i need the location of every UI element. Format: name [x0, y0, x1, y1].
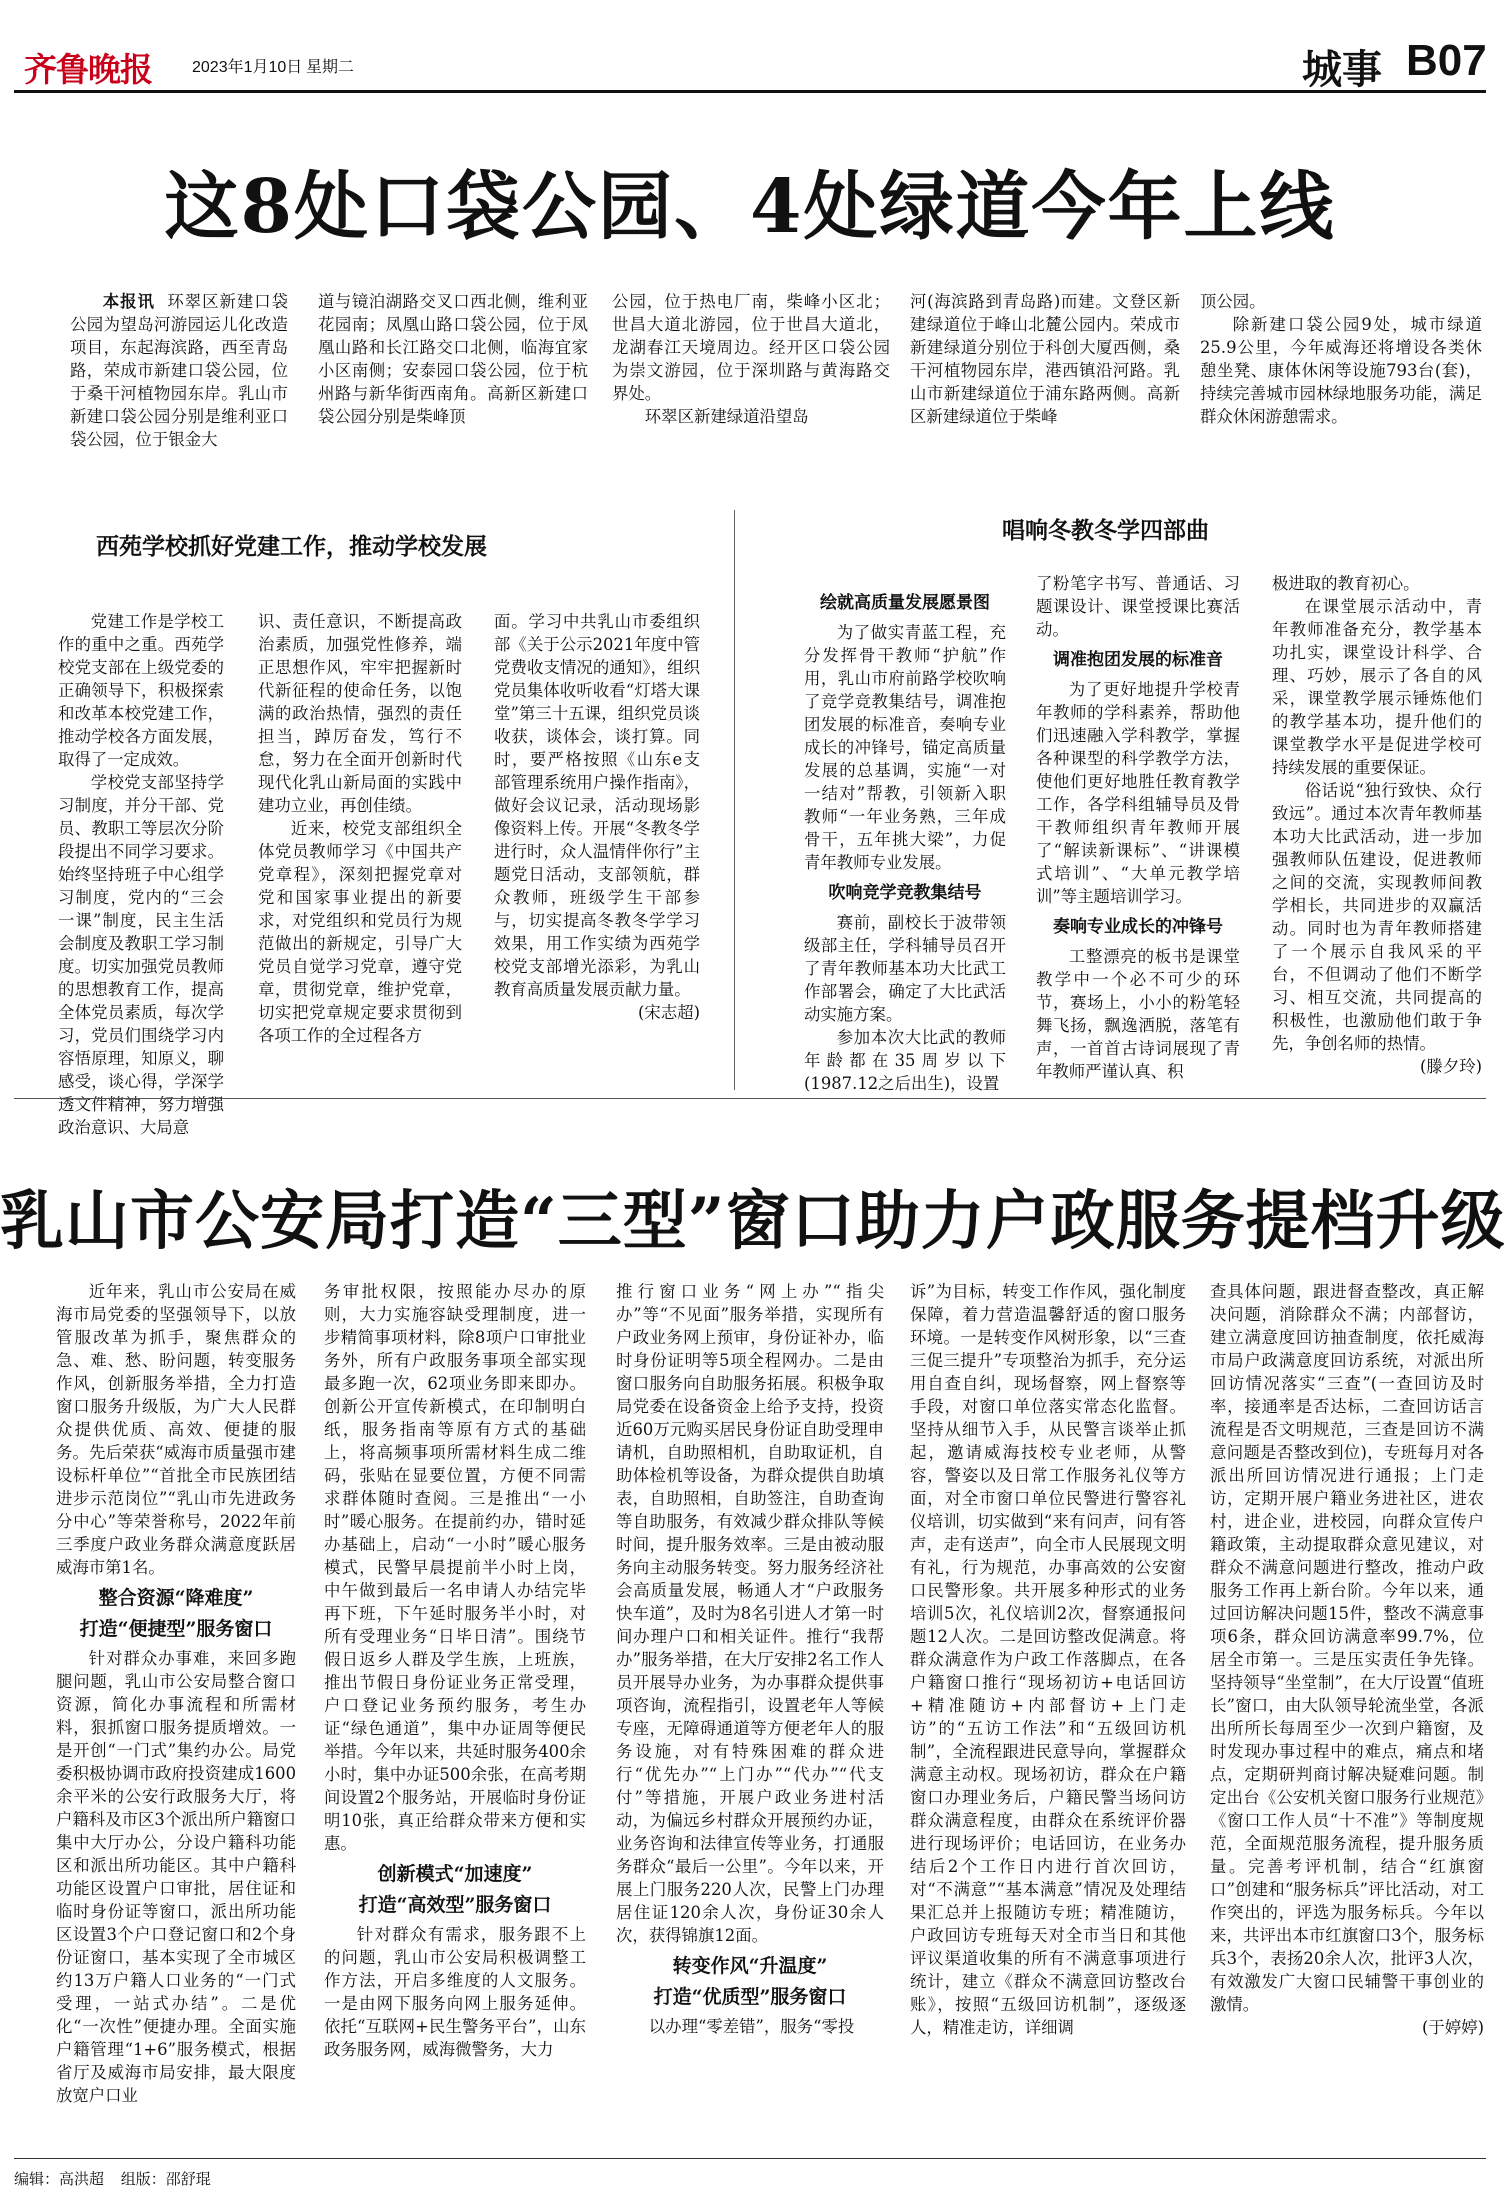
- story3-column-2: 了粉笔字书写、普通话、习题课设计、课堂授课比赛活动。 调准抱团发展的标准音 为了更好地提升学校青年教师的学科素养，帮助他们迅速融入学科教学，掌握各种课型的科学教学方法，使他们更好地胜任教育教学工作，各学科组辅导员及骨干教师组织青年教师开展了“解读新课标”、“讲课模式培训”、“大单元教学培训”等主题培训学习。 奏响专业成长的冲锋号 工整漂亮的板书是课堂教学中一个必不可少的环节，赛场上，小小的粉笔轻舞飞扬，飘逸洒脱，落笔有声，一首首古诗词展现了青年教师严谨认真、积: [1036, 574, 1240, 1081]
- header-rule: [14, 90, 1486, 93]
- story1-column-5: 顶公园。 除新建口袋公园9处，城市绿道25.9公里，今年威海还将增设各类休憩坐凳、康体休闲等设施793台(套)，持续完善城市园林绿地服务功能，满足群众休闲游憩需求。: [1200, 292, 1482, 426]
- story1-column-3: 公园，位于热电厂南，柴峰小区北；世昌大道北游园，位于世昌大道北，龙湖春江天境周边。经开区口袋公园为崇文游园，位于深圳路与黄海路交界处。 环翠区新建绿道沿望岛: [612, 292, 890, 426]
- story4-headline: 乳山市公安局打造“三型”窗口助力户政服务提档升级: [0, 1184, 1506, 1259]
- story1-lead: 本报讯: [102, 292, 155, 311]
- column-divider: [734, 510, 735, 1090]
- story3-subhead-3: 调准抱团发展的标准音: [1053, 650, 1223, 670]
- story3-byline: (滕夕玲): [1420, 1057, 1482, 1076]
- story3-subhead-4: 奏响专业成长的冲锋号: [1053, 917, 1223, 937]
- story2-column-3: 面。学习中共乳山市委组织部《关于公示2021年度中管党费收支情况的通知》，组织党员集体收听收看“灯塔大课堂”第三十五课，组织党员谈收获，谈体会，谈打算。同时，要严格按照《山东e支部管理系统用户操作指南》，做好会议记录，活动现场影像资料上传。开展“冬教冬学进行时，众人温情伴你行”主题党日活动，支部领航，群众教师，班级学生干部参与，切实提高冬教冬学学习效果，用工作实绩为西苑学校党支部增光添彩，为乳山教育高质量发展贡献力量。 (宋志超): [494, 612, 700, 1022]
- story1-column-2: 道与镜泊湖路交叉口西北侧，维利亚花园南；凤凰山路口袋公园，位于凤凰山路和长江路交口北侧，临海宜家小区南侧；安泰园口袋公园，位于杭州路与新华街西南角。高新区新建口袋公园分别是柴峰顶: [318, 292, 588, 426]
- story2-column-2: 识、责任意识，不断提高政治素质，加强党性修养，端正思想作风，牢牢把握新时代新征程的使命任务，以饱满的政治热情，强烈的责任担当，踔厉奋发，笃行不怠，努力在全面开创新时代现代化乳山新局面的实践中建功立业，再创佳绩。 近来，校党支部组织全体党员教师学习《中国共产党章程》，深刻把握党章对党和国家事业提出的新要求，对党组织和党员行为规范做出的新规定，引导广大党员自觉学习党章，遵守党章，贯彻党章，维护党章，切实把党章规定要求贯彻到各项工作的全过程各方: [258, 612, 462, 1045]
- story2-byline: (宋志超): [638, 1003, 700, 1022]
- story4-column-1: 近年来，乳山市公安局在威海市局党委的坚强领导下，以放管服改革为抓手，聚焦群众的急、难、愁、盼问题，转变服务作风，创新服务举措，全力打造窗口服务升级版，为广大人民群众提供优质、高效、便捷的服务。先后荣获“威海市质量强市建设标杆单位”“首批全市民族团结进步示范岗位”“乳山市先进政务分中心”等荣誉称号，2022年前三季度户政业务群众满意度跃居威海市第1名。 整合资源“降难度” 打造“便捷型”服务窗口 针对群众办事难，来回多跑腿问题，乳山市公安局整合窗口资源，简化办事流程和所需材料，狠抓窗口服务提质增效。一是开创“一门式”集约办公。局党委积极协调市政府投资建成1600余平米的公安行政服务大厅，将户籍科及市区3个派出所户籍窗口集中大厅办公，分设户籍科功能区和派出所功能区。其中户籍科功能区设置户口审批，居住证和临时身份证等窗口，派出所功能区设置3个户口登记窗口和2个身份证窗口，基本实现了全市城区约13万户籍人口业务的“一门式受理，一站式办结”。二是优化“一次性”便捷办理。全面实施户籍管理“1+6”服务模式，根据省厅及威海市局安排，最大限度放宽户口业: [56, 1282, 296, 2105]
- story4-column-5: 查具体问题，跟进督查整改，真正解决问题，消除群众不满；内部督访，建立满意度回访抽查制度，依托威海市局户政满意度回访系统，对派出所回访情况落实“三查”(一查回访及时率，接通率是否达标，二查回访话言流程是否文明规范，三查是回访不满意问题是否整改到位)，专班每月对各派出所回访情况进行通报；上门走访，定期开展户籍业务进社区，进农村，进企业，进校园，向群众宣传户籍政策，主动提取群众意见建议，对群众不满意问题进行整改，推动户政服务工作再上新台阶。今年以来，通过回访解决问题15件，整改不满意事项6条，群众回访满意率99.7%，位居全市第一。三是压实责任争先锋。坚持领导“坐堂制”，在大厅设置“值班长”窗口，由大队领导轮流坐堂，各派出所所长每周至少一次到户籍窗，及时发现办事过程中的难点，痛点和堵点，定期研判商讨解决疑难问题。制定出台《公安机关窗口服务行业规范》《窗口工作人员“十不准”》等制度规范，全面规范服务流程，提升服务质量。完善考评机制，结合“红旗窗口”创建和“服务标兵”评比活动，对工作突出的，评选为服务标兵。今年以来，共评出本市红旗窗口3个，服务标兵3个，表扬20余人次，批评3人次，有效激发广大窗口民辅警干事创业的激情。 (于婷婷): [1210, 1282, 1484, 2037]
- section-name: 城事: [1302, 46, 1382, 93]
- story3-column-3: 极进取的教育初心。 在课堂展示活动中，青年教师准备充分，教学基本功扎实，课堂设计科学、合理、巧妙，展示了各自的风采，课堂教学展示锤炼他们的教学基本功，提升他们的课堂教学水平是促进学校可持续发展的重要保证。 俗话说“独行致快、众行致远”。通过本次青年教师基本功大比武活动，进一步加强教师队伍建设，促进教师之间的交流，实现教师间教学相长，共同进步的双赢活动。同时也为青年教师搭建了一个展示自我风采的平台，不但调动了他们不断学习、相互交流，共同提高的积极性，也激励他们敢于争先，争创名师的热情。 (滕夕玲): [1272, 574, 1482, 1076]
- story1-column-4: 河(海滨路到青岛路)而建。文登区新建绿道位于峰山北麓公园内。荣成市新建绿道分别位于科创大厦西侧，桑干河植物园东岸，港西镇沿河路。乳山市新建绿道位于浦东路两侧。高新区新建绿道位于柴峰: [910, 292, 1180, 426]
- story1-headline: 这8处口袋公园、4处绿道今年上线: [164, 164, 1336, 250]
- story4-column-4: 诉”为目标，转变工作作风，强化制度保障，着力营造温馨舒适的窗口服务环境。一是转变作风树形象，以“三查三促三提升”专项整治为抓手，充分运用自查自纠，现场督察，网上督察等手段，对窗口单位落实常态化监督。坚持从细节入手，从民警言谈举止抓起，邀请威海技校专业老师，从警容，警姿以及日常工作服务礼仪等方面，对全市窗口单位民警进行警容礼仪培训，切实做到“来有问声，问有答声，走有送声”，向全市人民展现文明有礼，行为规范，办事高效的公安窗口民警形象。共开展多种形式的业务培训5次，礼仪培训2次，督察通报问题12人次。二是回访整改促满意。将群众满意作为户政工作落脚点，在各户籍窗口推行“现场初访+电话回访+精准随访+内部督访+上门走访”的“五访工作法”和“五级回访机制”，全流程跟进民意导向，掌握群众满意主动权。现场初访，群众在户籍窗口办理业务后，户籍民警当场问访群众满意程度，由群众在系统评价器进行现场评价；电话回访，在业务办结后2个工作日内进行首次回访，对“不满意”“基本满意”情况及处理结果汇总并上报随访专班；精准随访，户政回访专班每天对全市当日和其他评议渠道收集的所有不满意事项进行统计，建立《群众不满意回访整改台账》，按照“五级回访机制”，逐级逐人，精准走访，详细调: [910, 1282, 1186, 2037]
- newspaper-logo: 齐鲁晚报: [24, 50, 152, 89]
- page-header: [14, 8, 1487, 93]
- story4-column-2: 务审批权限，按照能办尽办的原则，大力实施容缺受理制度，进一步精简事项材料，除8项户口审批业务外，所有户政服务事项全部实现最多跑一次，62项业务即来即办。创新公开宣传新模式，在印制明白纸，服务指南等原有方式的基础上，将高频事项所需材料生成二维码，张贴在显要位置，方便不同需求群体随时查阅。三是推出“一小时”暖心服务。在提前约办，错时延办基础上，启动“一小时”暖心服务模式，民警早晨提前半小时上岗，中午做到最后一名申请人办结完毕再下班，下午延时服务半小时，对所有受理业务“日毕日清”。围绕节假日返乡人群及学生族，上班族，推出节假日身份证业务正常受理，户口登记业务预约服务，考生办证“绿色通道”，集中办证周等便民举措。今年以来，共延时服务400余小时，集中办证500余张，在高考期间设置2个服务站，开展临时身份证明10张，真正给群众带来方便和实惠。 创新模式“加速度” 打造“高效型”服务窗口 针对群众有需求，服务跟不上的问题，乳山市公安局积极调整工作方法，开启多维度的人文服务。一是由网下服务向网上服务延伸。依托“互联网+民生警务平台”，山东政务服务网，威海微警务，大力: [324, 1282, 586, 2059]
- story3-subhead-2: 吹响竞学竞教集结号: [828, 883, 982, 903]
- story2-title: 西苑学校抓好党建工作，推动学校发展: [96, 533, 487, 560]
- story3-subhead-1: 绘就高质量发展愿景图: [820, 593, 990, 613]
- story4-subhead-2: 打造“便捷型”服务窗口: [79, 1618, 273, 1640]
- story4-subhead-1: 整合资源“降难度”: [98, 1587, 254, 1609]
- story4-subhead-4: 打造“高效型”服务窗口: [358, 1894, 552, 1916]
- footer-rule: [14, 2158, 1486, 2159]
- story4-subhead-6: 打造“优质型”服务窗口: [653, 1986, 847, 2008]
- story4-subhead-5: 转变作风“升温度”: [672, 1955, 828, 1977]
- story1-column-1: 本报讯 环翠区新建口袋公园为望岛河游园运儿化改造项目，东起海滨路，西至青岛路，荣成市新建口袋公园，位于桑干河植物园东岸。乳山市新建口袋公园分别是维利亚口袋公园，位于银金大: [70, 292, 289, 449]
- story3-title: 唱响冬教冬学四部曲: [1002, 517, 1209, 544]
- editor-credit: 编辑：高洪超: [14, 2171, 105, 2188]
- story4-column-3: 推行窗口业务“网上办”“指尖办”等“不见面”服务举措，实现所有户政业务网上预审，身份证补办，临时身份证明等5项全程网办。二是由窗口服务向自助服务拓展。积极争取局党委在设备资金上给予支持，投资近60万元购买居民身份证自助受理申请机，自助照相机，自助取证机，自助体检机等设备，为群众提供自助填表，自助照相，自助签注，自助查询等自助服务，有效减少群众排队等候时间，提升服务效率。三是由被动服务向主动服务转变。努力服务经济社会高质量发展，畅通人才“户政服务快车道”，及时为8名引进人才第一时间办理户口和相关证件。推行“我帮办”服务举措，在大厅安排2名工作人员开展导办业务，为办事群众提供事项咨询，流程指引，设置老年人等候专座，无障碍通道等方便老年人的服务设施，对有特殊困难的群众进行“优先办”“上门办”“代办”“代支付”等措施，开展户政业务进村活动，为偏远乡村群众开展预约办证，业务咨询和法律宣传等业务，打通服务群众“最后一公里”。今年以来，开展上门服务220人次，民警上门办理居住证120余人次，身份证30余人次，获得锦旗12面。 转变作风“升温度” 打造“优质型”服务窗口 以办理“零差错”，服务“零投: [616, 1282, 884, 2036]
- story2-column-1: 党建工作是学校工作的重中之重。西苑学校党支部在上级党委的正确领导下，积极探索和改革本校党建工作，推动学校各方面发展，取得了一定成效。 学校党支部坚持学习制度，并分干部、党员、教职工等层次分阶段提出不同学习要求。始终坚持班子中心组学习制度，党内的“三会一课”制度，民主生活会制度及教职工学习制度。切实加强党员教师的思想教育工作，提高全体党员素质，每次学习，党员们围绕学习内容悟原理，知原义，聊感受，谈心得，学深学透文件精神，努力增强政治意识、大局意: [58, 612, 224, 1137]
- page-footer: [14, 2168, 211, 2189]
- page-number: B07: [1406, 36, 1487, 85]
- issue-weekday: 星期二: [306, 59, 355, 76]
- story4-byline: (于婷婷): [1422, 2018, 1484, 2037]
- section-divider: [14, 1098, 1486, 1099]
- story3-column-1: 绘就高质量发展愿景图 为了做实青蓝工程，充分发挥骨干教师“护航”作用，乳山市府前路学校吹响了竞学竞教集结号，调准抱团发展的标准音，奏响专业成长的冲锋号，锚定高质量发展的总基调，实施“一对一结对”帮教，引领新入职教师“一年业务熟，三年成骨干，五年挑大梁”，力促青年教师专业发展。 吹响竞学竞教集结号 赛前，副校长于波带领级部主任，学科辅导员召开了青年教师基本功大比武工作部署会，确定了大比武活动实施方案。 参加本次大比武的教师年龄都在35周岁以下(1987.12之后出生)，设置: [804, 593, 1006, 1093]
- layout-credit: 组版：邵舒琨: [120, 2171, 211, 2188]
- issue-date: 2023年1月10日: [192, 59, 303, 76]
- story4-subhead-3: 创新模式“加速度”: [377, 1863, 533, 1885]
